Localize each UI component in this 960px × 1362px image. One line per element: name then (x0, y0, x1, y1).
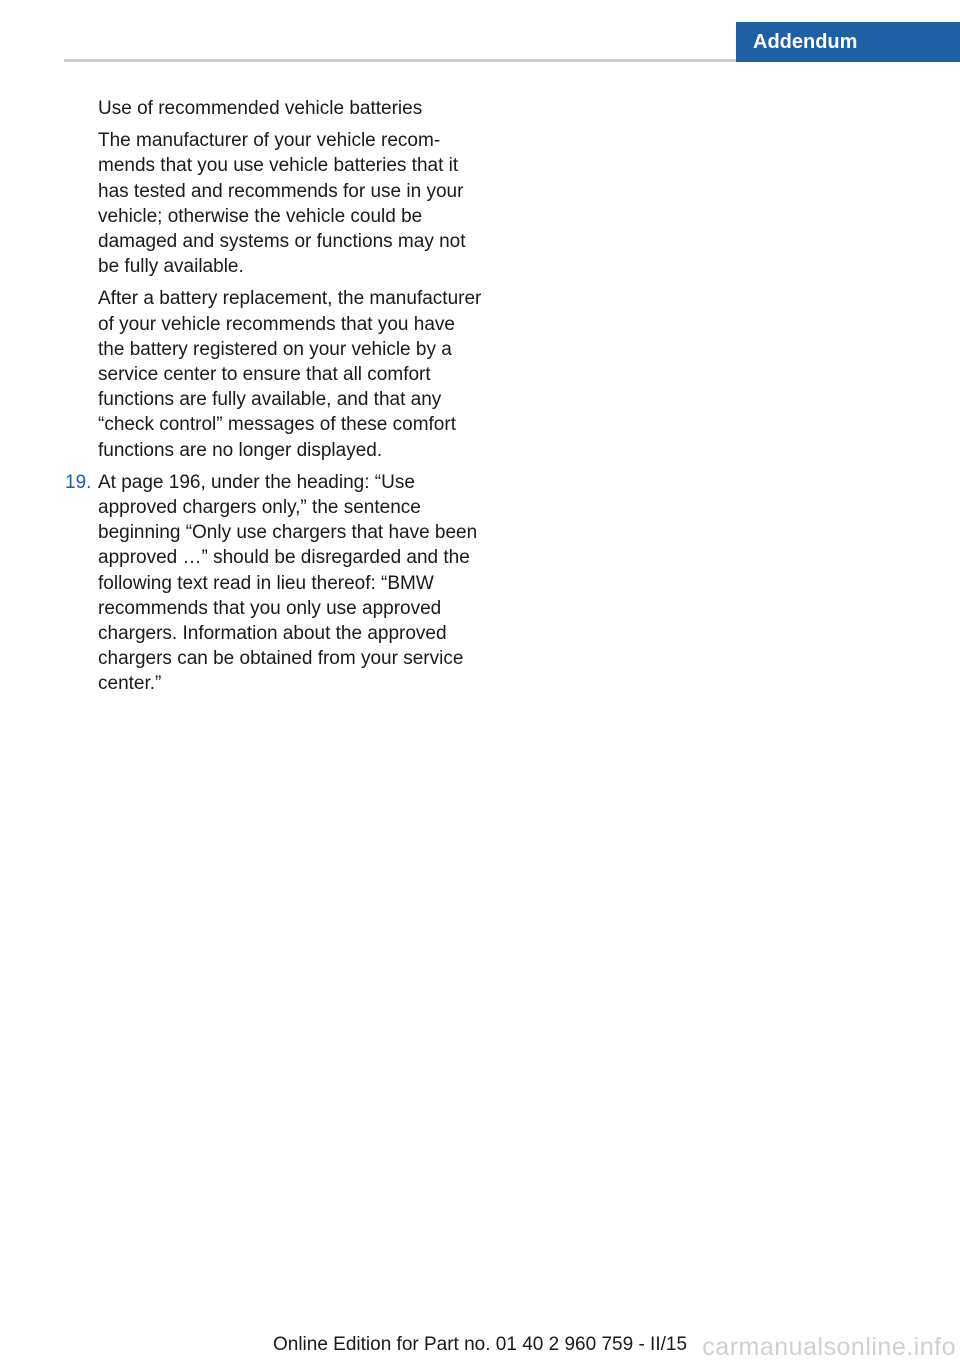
list-item-number: 19. (65, 471, 92, 493)
paragraph-recommendation: The manufacturer of your vehicle recommends that you use vehicle batteries that it has tested and recommends for use in your vehicle; otherwise the vehicle could be damaged and systems or functions may not be fully available. (98, 130, 466, 278)
page-body (65, 96, 482, 697)
paragraph-registration: After a battery replacement, the manufacturer of your vehicle recommends that you have the battery registered on your vehicle by a service center to ensure that all comfort functions are fully available, and that any “check control” messages of these comfort functions are no longer displayed. (98, 288, 482, 461)
list-item (65, 470, 482, 697)
footer-edition: Online Edition for Part no. 01 40 2 960 759 - II/15 (272, 1334, 688, 1355)
list-item-text: At page 196, under the heading: “Use approved chargers only,” the sentence beginning “Only use chargers that have been approved …” should be disregarded and the following text read in lieu thereof: “BMW recommends that you only use approved chargers. Information about the approved chargers can be obtained from your service center.” (98, 471, 478, 695)
section-tab (736, 22, 960, 62)
watermark: carmanualsonline.info (702, 1333, 956, 1361)
paragraph-heading: Use of recommended vehicle batteries (98, 98, 423, 119)
section-label: Addendum (753, 31, 858, 53)
